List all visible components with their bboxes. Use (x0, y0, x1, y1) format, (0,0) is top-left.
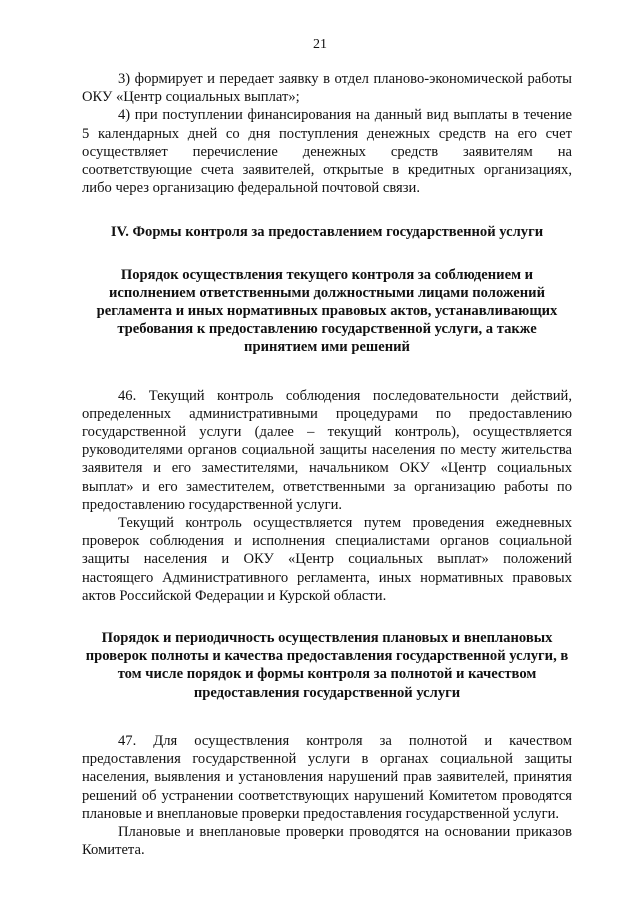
subsection-heading-inspections: Порядок и периодичность осуществления плановых и внеплановых проверок полноты и качества предоставления государственной услуги, в том числе порядок и формы контроля за полнотой и качеством предоставления государственной услуги (85, 630, 569, 701)
paragraph-46-continued: Текущий контроль осуществляется путем проведения ежедневных проверок соблюдения и исполнения специалистами органов социальной защиты населения и ОКУ «Центр социальных выплат» положений настоящего Административного регламента, иных нормативных правовых актов Российской Федерации и Курской области. (82, 515, 572, 604)
paragraph-46: 46. Текущий контроль соблюдения последовательности действий, определенных административными процедурами по предоставлению государственной услуги (далее – текущий контроль), осуществляется руководителями органов социальной защиты населения по месту жительства заявителя и его заместителями, начальником ОКУ «Центр социальных выплат» и его заместителем, ответственными за организацию работы по предоставлению государственной услуги. (82, 387, 572, 513)
list-item-4: 4) при поступлении финансирования на данный вид выплаты в течение 5 календарных дней со дня поступления денежных средств на его счет осуществляет перечисление денежных средств заявителям на соответствующие счета заявителей, открытые в кредитных организациях, либо через организацию федеральной почтовой связи. (82, 107, 572, 197)
page-content (82, 70, 572, 859)
paragraph-47-continued: Плановые и внеплановые проверки проводятся на основании приказов Комитета. (82, 823, 572, 859)
paragraph-47: 47. Для осуществления контроля за полнотой и качеством предоставления государственной услуги в органах социальной защиты населения, выявления и установления нарушений прав заявителей, принятия решений об устранении соответствующих нарушений Комитетом проводятся плановые и внеплановые проверки предоставления государственной услуги. (82, 732, 572, 822)
section-heading: IV. Формы контроля за предоставлением государственной услуги (110, 224, 544, 241)
list-item-3: 3) формирует и передает заявку в отдел планово-экономической работы ОКУ «Центр социальных выплат»; (82, 71, 572, 106)
page-number: 21 (313, 37, 327, 52)
subsection-heading-current-control: Порядок осуществления текущего контроля за соблюдением и исполнением ответственными должностными лицами положений регламента и иных нормативных правовых актов, устанавливающих требования к предоставлению государственной услуги, а также принятием ими решений (96, 266, 558, 356)
